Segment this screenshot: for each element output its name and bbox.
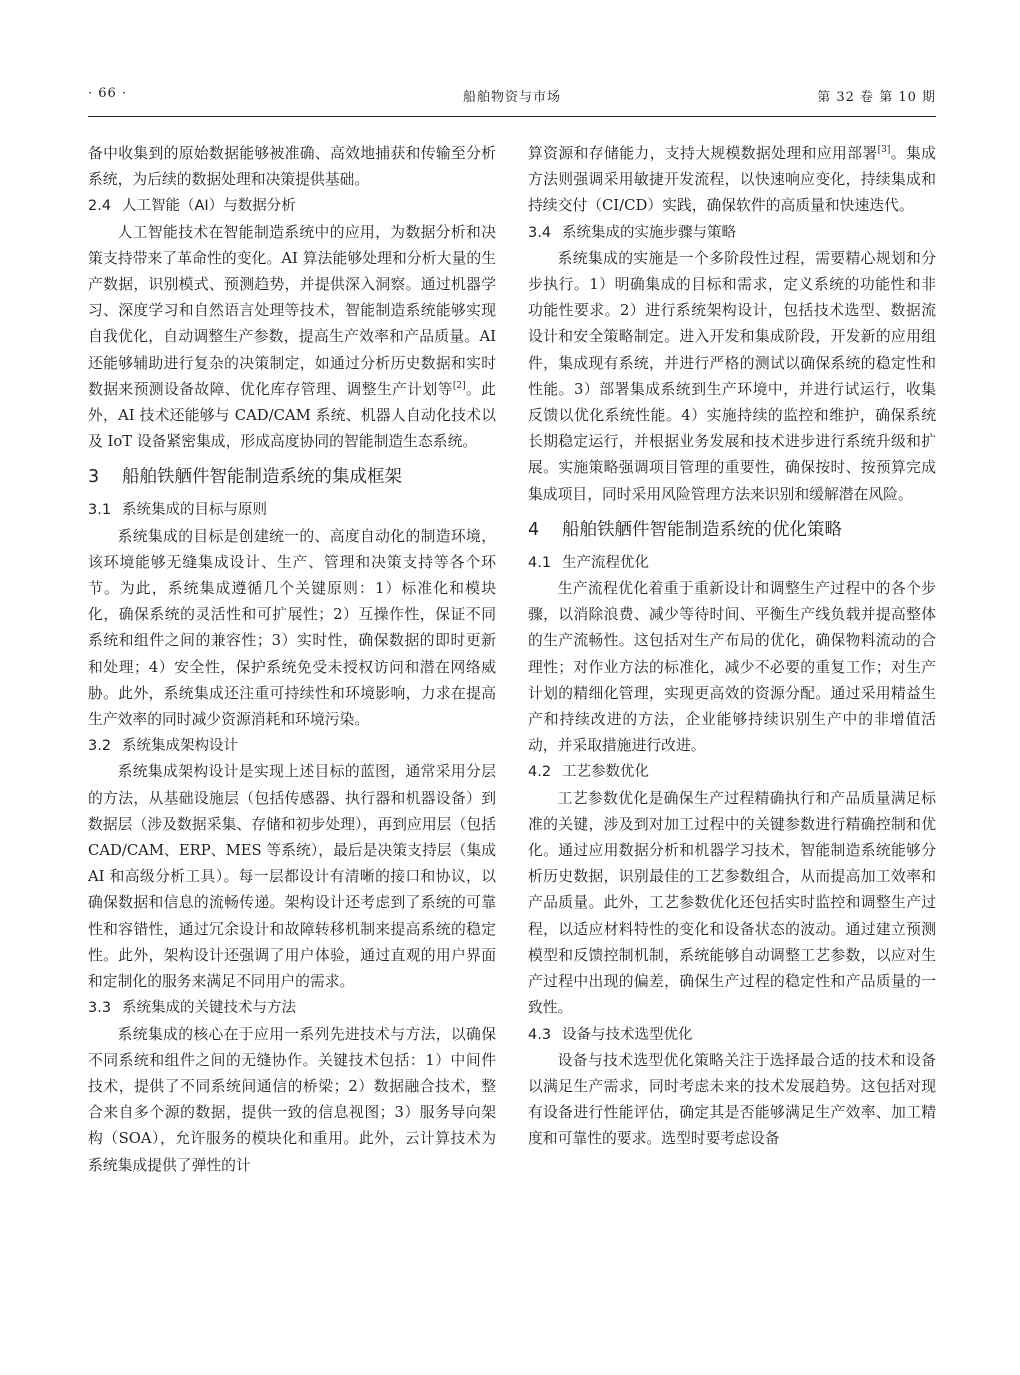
section-number: 3.1 [88,502,112,519]
paragraph-text: 。集成方法则强调采用敏捷开发流程，以快速响应变化，持续集成和持续交付（CI/CD）实践，确保软件的高质量和快速迭代。 [528,145,936,215]
paragraph-4-2: 工艺参数优化是确保生产过程精确执行和产品质量满足标准的关键，涉及到对加工过程中的关键参数进行精确控制和优化。通过应用数据分析和机器学习技术，智能制造系统能够分析历史数据，识别最佳的工艺参数组合，从而提高加工效率和产品质量。此外，工艺参数优化还包括实时监控和调整生产过程，以适应材料特性的变化和设备状态的波动。通过建立预测模型和反馈控制机制，系统能够自动调整工艺参数，以应对生产过程中出现的偏差，确保生产过程的稳定性和产品质量的一致性。 [528,789,936,1017]
section-title: 系统集成架构设计 [122,738,238,755]
section-title: 设备与技术选型优化 [562,1026,693,1043]
left-column [88,141,496,1321]
section-heading-3-4 [528,220,936,246]
paragraph-4-1: 生产流程优化着重于重新设计和调整生产过程中的各个步骤，以消除浪费、减少等待时间、平衡生产线负载并提高整体的生产流畅性。这包括对生产布局的优化，确保物料流动的合理性；对作业方法的标准化，减少不必要的重复工作；对生产计划的精细化管理，实现更高效的资源分配。通过采用精益生产和持续改进的方法，企业能够持续识别生产中的非增值活动，并采取措施进行改进。 [528,580,936,755]
section-heading-3-1 [88,497,496,523]
section-number: 4.1 [528,554,552,571]
section-heading-3 [88,463,496,491]
section-number: 4.2 [528,764,552,781]
journal-title: 船舶物资与市场 [462,90,561,105]
paragraph-3-2: 系统集成架构设计是实现上述目标的蓝图，通常采用分层的方法，从基础设施层（包括传感器、执行器和机器设备）到数据层（涉及数据采集、存储和初步处理），再到应用层（包括 CAD/CAM、ERP、MES 等系统），最后是决策支持层（集成 AI 和高级分析工具）。每一层都设计有清晰的接口和协议，以确保数据和信息的流畅传递。架构设计还考虑到了系统的可靠性和容错性，通过冗余设计和故障转移机制来提高系统的稳定性。此外，架构设计还强调了用户体验，通过直观的用户界面和定制化的服务来满足不同用户的需求。 [88,763,496,991]
section-title: 系统集成的实施步骤与策略 [562,224,736,241]
section-number: 3 [88,467,100,488]
section-heading-4-3 [528,1022,936,1048]
section-number: 3.3 [88,1000,112,1017]
header-rule [88,116,936,117]
section-title: 生产流程优化 [562,554,649,571]
section-heading-2-4 [88,193,496,219]
section-number: 3.2 [88,738,112,755]
paragraph-4-3: 设备与技术选型优化策略关注于选择最合适的技术和设备以满足生产需求，同时考虑未来的技术发展趋势。这包括对现有设备进行性能评估，确定其是否能够满足生产效率、加工精度和可靠性的要求。选型时要考虑设备 [528,1051,936,1148]
section-heading-4 [528,516,936,544]
paragraph-3-4: 系统集成的实施是一个多阶段性过程，需要精心规划和分步执行。1）明确集成的目标和需求，定义系统的功能性和非功能性要求。2）进行系统架构设计，包括技术选型、数据流设计和安全策略制定。进入开发和集成阶段，开发新的应用组件，集成现有系统，并进行严格的测试以确保系统的稳定性和性能。3）部署集成系统到生产环境中，并进行试运行，收集反馈以优化系统性能。4）实施持续的监控和维护，确保系统长期稳定运行，并根据业务发展和技术进步进行系统升级和扩展。实施策略强调项目管理的重要性，确保按时、按预算完成集成项目，同时采用风险管理方法来识别和缓解潜在风险。 [528,249,936,503]
paragraph-ai [88,220,496,456]
issue-label: 第 32 卷 第 10 期 [817,90,936,105]
section-title: 工艺参数优化 [562,764,649,781]
section-number: 3.4 [528,224,552,241]
paragraph-3-3: 系统集成的核心在于应用一系列先进技术与方法，以确保不同系统和组件之间的无缝协作。关键技术包括：1）中间件技术，提供了不同系统间通信的桥梁；2）数据融合技术，整合来自多个源的数据，提供一致的信息视图；3）服务导向架构（SOA），允许服务的模块化和重用。此外，云计算技术为系统集成提供了弹性的计 [88,1025,496,1174]
section-title: 人工智能（AI）与数据分析 [122,198,296,215]
section-number: 4.3 [528,1026,552,1043]
section-number: 4 [528,519,540,540]
page-number: · 66 · [88,86,128,101]
paragraph-text: 人工智能技术在智能制造系统中的应用，为数据分析和决策支持带来了革命性的变化。AI 算法能够处理和分析大量的生产数据，识别模式、预测趋势，并提供深入洞察。通过机器学习、深度学习和自然语言处理等技术，智能制造系统能够实现自我优化，自动调整生产参数，提高生产效率和产品质量。AI 还能够辅助进行复杂的决策制定，如通过分析历史数据和实时数据来预测设备故障、优化库存管理、调整生产计划等 [88,223,496,398]
section-number: 2.4 [88,198,112,215]
paragraph-continued: 备中收集到的原始数据能够被准确、高效地捕获和传输至分析系统，为后续的数据处理和决策提供基础。 [88,145,496,189]
paragraph-text: 。此外，AI 技术还能够与 CAD/CAM 系统、机器人自动化技术以及 IoT 设备紧密集成，形成高度协同的智能制造生态系统。 [88,380,496,451]
section-title: 船舶铁舾件智能制造系统的集成框架 [122,467,402,488]
section-title: 船舶铁舾件智能制造系统的优化策略 [562,519,842,540]
section-heading-3-2 [88,733,496,759]
section-title: 系统集成的目标与原则 [122,502,267,519]
section-heading-4-2 [528,759,936,785]
paragraph-continued [528,141,936,220]
citation-ref: [2] [452,380,466,391]
citation-ref: [3] [877,145,891,155]
section-heading-4-1 [528,550,936,576]
section-heading-3-3 [88,995,496,1021]
paragraph-3-1: 系统集成的目标是创建统一的、高度自动化的制造环境，该环境能够无缝集成设计、生产、管理和决策支持等各个环节。为此，系统集成遵循几个关键原则：1）标准化和模块化，确保系统的灵活性和可扩展性；2）互操作性，保证不同系统和组件之间的兼容性；3）实时性，确保数据的即时更新和处理；4）安全性，保护系统免受未授权访问和潜在网络威胁。此外，系统集成还注重可持续性和环境影响，力求在提高生产效率的同时减少资源消耗和环境污染。 [88,527,496,729]
running-header [88,86,936,108]
section-title: 系统集成的关键技术与方法 [122,1000,296,1017]
paragraph-text: 算资源和存储能力，支持大规模数据处理和应用部署 [528,145,878,162]
right-column [528,141,936,1321]
